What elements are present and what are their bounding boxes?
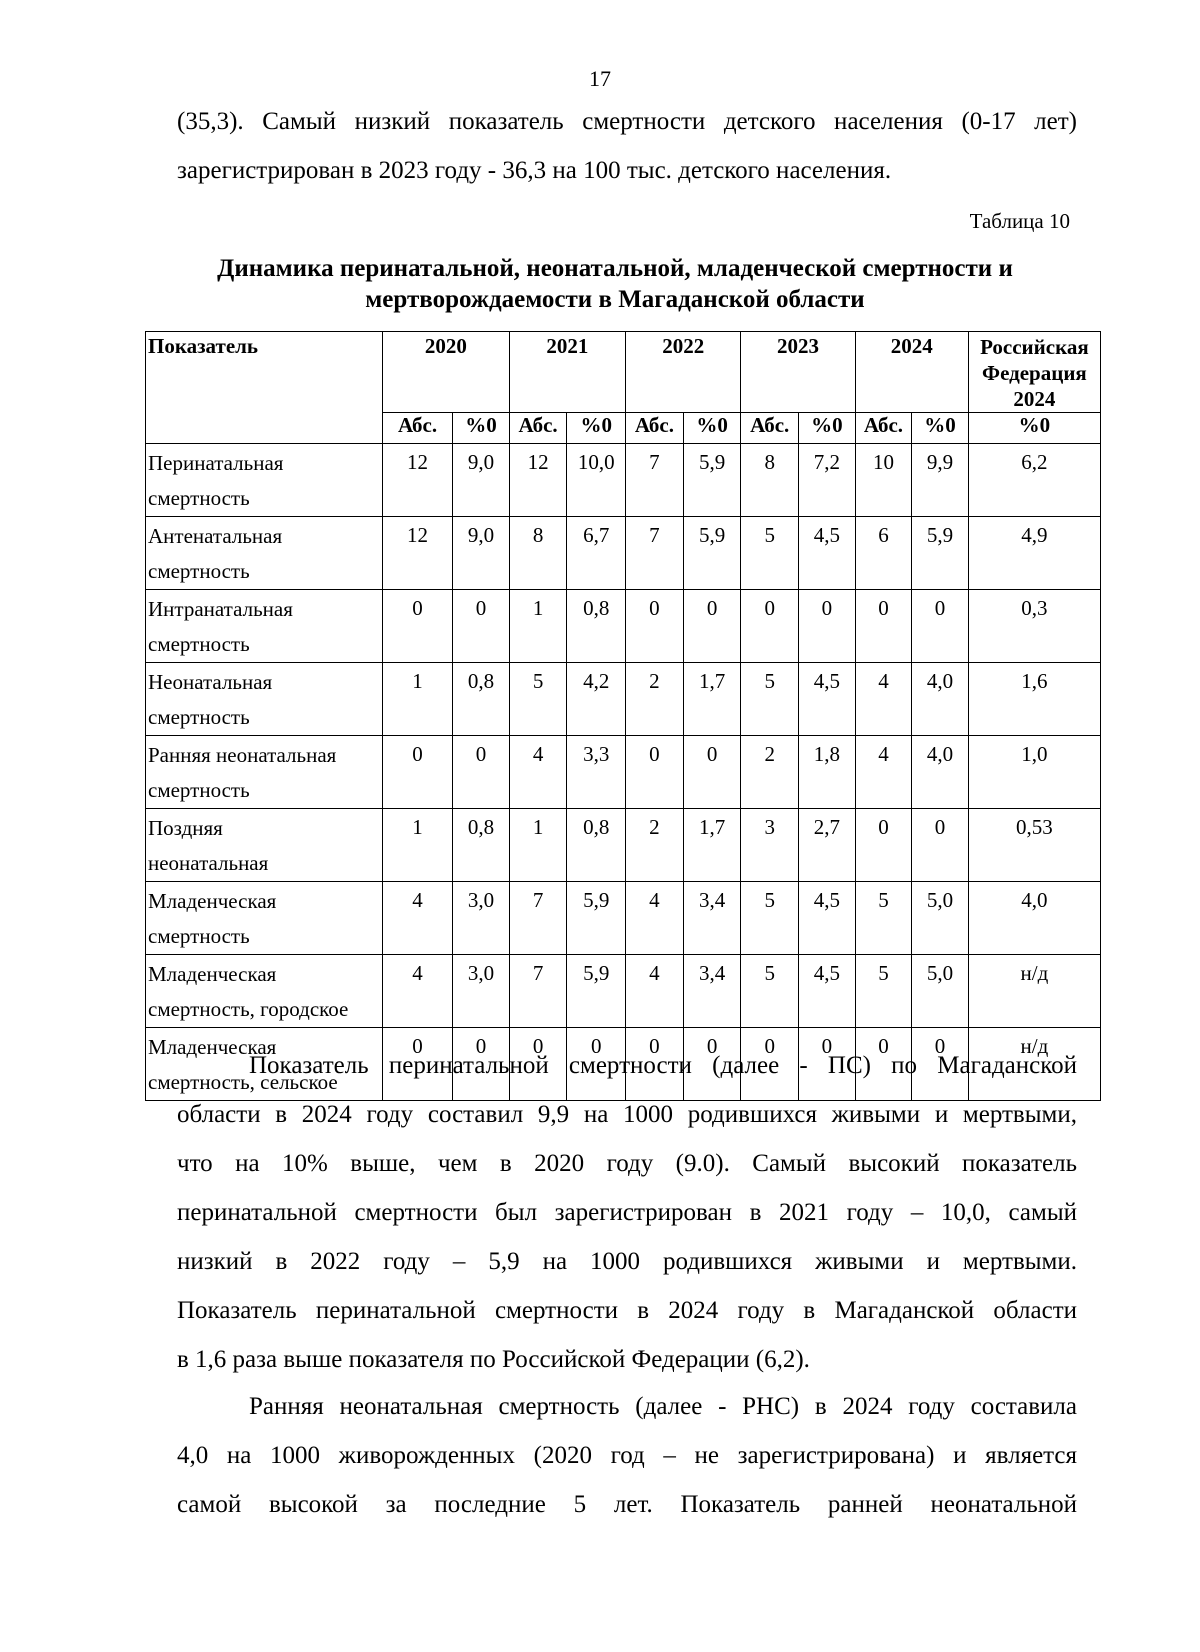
cell-abs-value: 8: [741, 444, 799, 517]
cell-permille-value: 4,5: [799, 517, 856, 590]
cell-permille-value: 0: [683, 590, 741, 663]
cell-abs-value: 4: [855, 736, 912, 809]
header-permille: %0: [799, 413, 856, 444]
cell-abs-value: 0: [741, 590, 799, 663]
paragraph-line: Показатель перинатальной смертности (далее - ПС) по Магаданской: [249, 1052, 1077, 1079]
cell-abs-value: 0: [509, 1028, 567, 1101]
header-rf-line: Федерация: [982, 361, 1087, 385]
cell-rf-value: 4,0: [968, 882, 1100, 955]
row-indicator-line: Младенческая: [148, 1035, 277, 1059]
cell-abs-value: 0: [855, 590, 912, 663]
cell-abs-value: 8: [509, 517, 567, 590]
intro-line: зарегистрирован в 2023 году - 36,3 на 100 тыс. детского населения.: [177, 157, 892, 184]
table-row: [146, 444, 1101, 517]
cell-abs-value: 0: [626, 1028, 684, 1101]
cell-permille-value: 5,9: [683, 444, 741, 517]
row-indicator-line: Интранатальная: [148, 597, 293, 621]
table-row: [146, 809, 1101, 882]
paragraph-line: в 1,6 раза выше показателя по Российской Федерации (6,2).: [177, 1346, 810, 1373]
cell-permille-value: 4,5: [799, 955, 856, 1028]
cell-abs-value: 10: [855, 444, 912, 517]
header-permille: %0: [683, 413, 741, 444]
cell-abs-value: 4: [382, 955, 452, 1028]
cell-permille-value: 0: [683, 1028, 741, 1101]
cell-abs-value: 12: [509, 444, 567, 517]
cell-permille-value: 0: [683, 736, 741, 809]
cell-abs-value: 0: [626, 590, 684, 663]
header-abs: Абс.: [509, 413, 567, 444]
row-indicator: [146, 590, 383, 663]
cell-permille-value: 0: [453, 1028, 510, 1101]
cell-permille-value: 5,0: [912, 882, 969, 955]
row-indicator-line: Поздняя: [148, 816, 223, 840]
header-abs: Абс.: [382, 413, 452, 444]
cell-abs-value: 0: [855, 809, 912, 882]
cell-abs-value: 0: [382, 590, 452, 663]
cell-abs-value: 5: [855, 882, 912, 955]
cell-permille-value: 0: [453, 736, 510, 809]
cell-permille-value: 0: [912, 590, 969, 663]
cell-rf-value: 1,0: [968, 736, 1100, 809]
cell-abs-value: 0: [382, 1028, 452, 1101]
cell-abs-value: 3: [741, 809, 799, 882]
cell-abs-value: 5: [741, 955, 799, 1028]
cell-permille-value: 3,4: [683, 955, 741, 1028]
row-indicator-line: смертность, городское: [148, 997, 349, 1021]
cell-permille-value: 0,8: [453, 809, 510, 882]
cell-permille-value: 6,7: [567, 517, 626, 590]
cell-abs-value: 0: [741, 1028, 799, 1101]
cell-abs-value: 1: [509, 809, 567, 882]
header-year: 2022: [626, 332, 741, 413]
cell-abs-value: 2: [626, 663, 684, 736]
row-indicator-line: неонатальная: [148, 851, 269, 875]
cell-permille-value: 9,9: [912, 444, 969, 517]
header-year: 2024: [855, 332, 968, 413]
cell-permille-value: 0: [567, 1028, 626, 1101]
cell-abs-value: 5: [741, 663, 799, 736]
paragraph-line: области в 2024 году составил 9,9 на 1000 родившихся живыми и мертвыми,: [177, 1101, 1077, 1128]
cell-abs-value: 5: [741, 882, 799, 955]
row-indicator-line: смертность: [148, 486, 250, 510]
row-indicator-line: смертность: [148, 924, 250, 948]
row-indicator: [146, 517, 383, 590]
table-title-line: Динамика перинатальной, неонатальной, младенческой смертности и: [217, 255, 1013, 282]
paragraph-line: что на 10% выше, чем в 2020 году (9.0). Самый высокий показатель: [177, 1150, 1077, 1177]
cell-permille-value: 4,2: [567, 663, 626, 736]
header-abs: Абс.: [855, 413, 912, 444]
row-indicator-line: смертность: [148, 559, 250, 583]
cell-abs-value: 7: [626, 517, 684, 590]
row-indicator-line: Антенатальная: [148, 524, 283, 548]
cell-abs-value: 6: [855, 517, 912, 590]
paragraph-perinatal: [177, 1041, 1077, 1384]
cell-abs-value: 12: [382, 444, 452, 517]
table-row: [146, 955, 1101, 1028]
table-body: [146, 444, 1101, 1101]
row-indicator: [146, 736, 383, 809]
cell-rf-value: н/д: [968, 955, 1100, 1028]
cell-rf-value: 6,2: [968, 444, 1100, 517]
paragraph-line: перинатальной смертности был зарегистрирован в 2021 году – 10,0, самый: [177, 1199, 1077, 1226]
header-year: 2023: [741, 332, 855, 413]
row-indicator-line: смертность: [148, 778, 250, 802]
paragraph-line: Показатель перинатальной смертности в 2024 году в Магаданской области: [177, 1297, 1077, 1324]
paragraph-line: низкий в 2022 году – 5,9 на 1000 родившихся живыми и мертвыми.: [177, 1248, 1077, 1275]
cell-permille-value: 3,0: [453, 955, 510, 1028]
table-row: [146, 663, 1101, 736]
cell-rf-value: н/д: [968, 1028, 1100, 1101]
cell-permille-value: 4,0: [912, 736, 969, 809]
cell-permille-value: 0: [912, 1028, 969, 1101]
row-indicator-line: смертность: [148, 632, 250, 656]
cell-permille-value: 3,4: [683, 882, 741, 955]
cell-rf-value: 0,53: [968, 809, 1100, 882]
row-indicator: [146, 663, 383, 736]
table-row: [146, 736, 1101, 809]
cell-permille-value: 5,9: [683, 517, 741, 590]
cell-permille-value: 5,0: [912, 955, 969, 1028]
cell-permille-value: 2,7: [799, 809, 856, 882]
cell-permille-value: 0,8: [567, 809, 626, 882]
cell-abs-value: 5: [741, 517, 799, 590]
cell-permille-value: 10,0: [567, 444, 626, 517]
cell-abs-value: 7: [509, 882, 567, 955]
row-indicator-line: Перинатальная: [148, 451, 284, 475]
page-number: 17: [589, 66, 611, 91]
paragraph-line: 4,0 на 1000 живорожденных (2020 год – не зарегистрирована) и является: [177, 1442, 1077, 1469]
header-rf-line: 2024: [1013, 387, 1056, 411]
cell-abs-value: 7: [509, 955, 567, 1028]
row-indicator-line: Младенческая: [148, 889, 277, 913]
cell-permille-value: 0: [912, 809, 969, 882]
cell-abs-value: 12: [382, 517, 452, 590]
row-indicator: [146, 809, 383, 882]
cell-abs-value: 5: [509, 663, 567, 736]
cell-abs-value: 0: [626, 736, 684, 809]
table-row: [146, 882, 1101, 955]
paragraph-line: самой высокой за последние 5 лет. Показатель ранней неонатальной: [177, 1491, 1077, 1518]
cell-permille-value: 7,2: [799, 444, 856, 517]
cell-abs-value: 7: [626, 444, 684, 517]
table-label: Таблица 10: [969, 209, 1070, 233]
table-row: [146, 590, 1101, 663]
header-permille: %0: [453, 413, 510, 444]
cell-permille-value: 0,8: [453, 663, 510, 736]
cell-abs-value: 5: [855, 955, 912, 1028]
cell-abs-value: 1: [382, 663, 452, 736]
cell-permille-value: 9,0: [453, 517, 510, 590]
header-permille: %0: [912, 413, 969, 444]
table-row: [146, 517, 1101, 590]
cell-permille-value: 3,3: [567, 736, 626, 809]
header-abs: Абс.: [741, 413, 799, 444]
cell-permille-value: 5,9: [567, 955, 626, 1028]
cell-rf-value: 4,9: [968, 517, 1100, 590]
cell-permille-value: 4,0: [912, 663, 969, 736]
header-permille: %0: [968, 413, 1100, 444]
cell-permille-value: 9,0: [453, 444, 510, 517]
cell-abs-value: 4: [382, 882, 452, 955]
cell-abs-value: 0: [855, 1028, 912, 1101]
mortality-table: [145, 331, 1101, 1101]
cell-permille-value: 4,5: [799, 663, 856, 736]
cell-permille-value: 0: [799, 590, 856, 663]
header-year: 2020: [382, 332, 509, 413]
intro-paragraph: [177, 97, 1077, 195]
row-indicator-line: Младенческая: [148, 962, 277, 986]
cell-abs-value: 0: [382, 736, 452, 809]
row-indicator-line: Неонатальная: [148, 670, 273, 694]
row-indicator: [146, 444, 383, 517]
header-year: 2021: [509, 332, 625, 413]
cell-permille-value: 1,8: [799, 736, 856, 809]
row-indicator-line: Ранняя неонатальная: [148, 743, 337, 767]
cell-permille-value: 5,9: [567, 882, 626, 955]
header-abs: Абс.: [626, 413, 684, 444]
cell-abs-value: 2: [626, 809, 684, 882]
paragraph-early-neonatal: [177, 1382, 1077, 1529]
cell-permille-value: 4,5: [799, 882, 856, 955]
cell-abs-value: 4: [509, 736, 567, 809]
header-russian-federation: [968, 332, 1100, 413]
cell-rf-value: 1,6: [968, 663, 1100, 736]
paragraph-line: Ранняя неонатальная смертность (далее - РНС) в 2024 году составила: [249, 1393, 1077, 1420]
intro-line: (35,3). Самый низкий показатель смертности детского населения (0-17 лет): [177, 108, 1077, 135]
cell-permille-value: 0: [799, 1028, 856, 1101]
cell-abs-value: 1: [509, 590, 567, 663]
cell-permille-value: 1,7: [683, 663, 741, 736]
cell-abs-value: 2: [741, 736, 799, 809]
row-indicator-line: смертность, сельское: [148, 1070, 338, 1094]
header-indicator: Показатель: [146, 332, 383, 444]
cell-abs-value: 1: [382, 809, 452, 882]
cell-abs-value: 4: [855, 663, 912, 736]
header-permille: %0: [567, 413, 626, 444]
cell-abs-value: 4: [626, 955, 684, 1028]
table-title-line: мертворождаемости в Магаданской области: [365, 286, 865, 313]
row-indicator: [146, 955, 383, 1028]
cell-permille-value: 0: [453, 590, 510, 663]
row-indicator-line: смертность: [148, 705, 250, 729]
header-rf-line: Российская: [980, 335, 1089, 359]
cell-rf-value: 0,3: [968, 590, 1100, 663]
cell-permille-value: 1,7: [683, 809, 741, 882]
cell-permille-value: 3,0: [453, 882, 510, 955]
row-indicator: [146, 882, 383, 955]
table-title: [140, 253, 1090, 315]
cell-permille-value: 5,9: [912, 517, 969, 590]
cell-permille-value: 0,8: [567, 590, 626, 663]
cell-abs-value: 4: [626, 882, 684, 955]
